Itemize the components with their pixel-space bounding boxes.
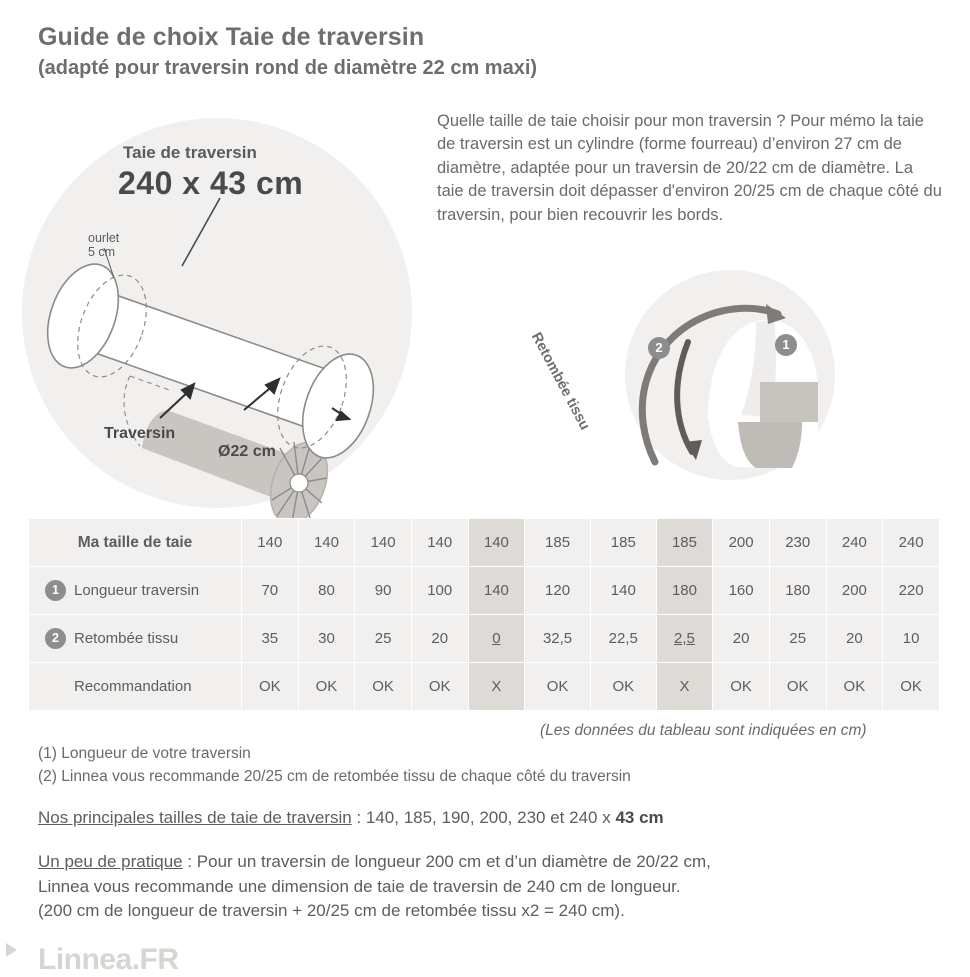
- page-header: [38, 22, 938, 81]
- table-cell: [656, 615, 713, 663]
- row-badge-2: 2: [45, 628, 66, 649]
- table-row: [29, 567, 940, 615]
- table-cell: 180: [656, 567, 713, 615]
- table-cell: 220: [883, 567, 940, 615]
- footnote-2: (2) Linnea vous recommande 20/25 cm de retombée tissu de chaque côté du traversin: [38, 768, 631, 786]
- page-subtitle: (adapté pour traversin rond de diamètre 22 cm maxi): [38, 57, 538, 80]
- table-cell: 140: [468, 519, 525, 567]
- table-cell: 140: [298, 519, 355, 567]
- sizes-table-wrapper: [28, 518, 940, 711]
- footnotes: [38, 742, 938, 789]
- page-title: Guide de choix Taie de traversin: [38, 23, 425, 51]
- principal-sizes-label: Nos principales tailles de taie de traversin: [38, 808, 352, 827]
- table-cell: 20: [411, 615, 468, 663]
- row-label: Longueur traversin: [74, 582, 200, 599]
- table-cell: OK: [590, 663, 656, 711]
- table-cell: 160: [713, 567, 770, 615]
- practical-label: Un peu de pratique: [38, 852, 183, 871]
- label-retombee-tissu-rotated: Retombée tissu: [527, 330, 593, 433]
- label-taie-de-traversin: Taie de traversin: [123, 143, 257, 162]
- principal-sizes-bold: 43 cm: [615, 808, 664, 827]
- table-cell: 90: [355, 567, 412, 615]
- table-cell: 140: [468, 567, 525, 615]
- table-cell: OK: [826, 663, 883, 711]
- table-cell: 180: [769, 567, 826, 615]
- brand-logo: Linnea.FR: [38, 943, 179, 976]
- sizes-table: [28, 518, 940, 711]
- table-cell: 32,5: [525, 615, 591, 663]
- table-cell: 80: [298, 567, 355, 615]
- table-cell: OK: [713, 663, 770, 711]
- intro-paragraph: Quelle taille de taie choisir pour mon traversin ? Pour mémo la taie de traversin est un cylindre (forme fourreau) d’environ 27 cm de diamètre, adaptée pour un traversin de 20/22 cm de diamètre. La taie de traversin doit dépasser d'environ 20/25 cm de chaque côté du traversin, pour bien recouvrir les bords.: [437, 112, 942, 224]
- table-cell: 25: [355, 615, 412, 663]
- table-cell: 240: [826, 519, 883, 567]
- table-row: [29, 663, 940, 711]
- table-cell: 140: [355, 519, 412, 567]
- table-cell: 30: [298, 615, 355, 663]
- table-cell: X: [656, 663, 713, 711]
- row-label: Recommandation: [74, 678, 192, 695]
- practical-line3: (200 cm de longueur de traversin + 20/25 cm de retombée tissu x2 = 240 cm).: [38, 901, 625, 921]
- table-cell: 240: [883, 519, 940, 567]
- table-row: [29, 519, 940, 567]
- play-arrow-icon: [6, 943, 17, 957]
- label-diameter: Ø22 cm: [218, 443, 276, 460]
- table-cell: 100: [411, 567, 468, 615]
- badge-1-illustration: 1: [775, 334, 797, 356]
- table-row-header: Ma taille de taie: [29, 519, 242, 567]
- practical-example: [38, 850, 938, 924]
- table-row-header: [29, 615, 242, 663]
- table-cell: OK: [298, 663, 355, 711]
- table-cell: [468, 615, 525, 663]
- table-cell: OK: [242, 663, 299, 711]
- principal-sizes-line: [38, 808, 938, 828]
- table-cell: OK: [525, 663, 591, 711]
- table-cell: X: [468, 663, 525, 711]
- table-row-header: [29, 567, 242, 615]
- label-dimensions: 240 x 43 cm: [118, 165, 304, 201]
- cell-value-underlined: 0: [492, 630, 501, 647]
- table-cell: 20: [826, 615, 883, 663]
- practical-line1: : Pour un traversin de longueur 200 cm et d’un diamètre de 20/22 cm,: [182, 852, 711, 871]
- table-note: (Les données du tableau sont indiquées en cm): [540, 722, 867, 739]
- table-cell: 22,5: [590, 615, 656, 663]
- table-cell: 140: [590, 567, 656, 615]
- table-cell: 200: [713, 519, 770, 567]
- table-row: [29, 615, 940, 663]
- cell-value-underlined: 2,5: [674, 630, 695, 647]
- table-cell: 25: [769, 615, 826, 663]
- badge-2-illustration: 2: [648, 337, 670, 359]
- label-traversin: Traversin: [104, 425, 176, 442]
- footnote-1: (1) Longueur de votre traversin: [38, 745, 251, 762]
- practical-line2: Linnea vous recommande une dimension de taie de traversin de 240 cm de longueur.: [38, 876, 681, 896]
- table-cell: 185: [525, 519, 591, 567]
- table-cell: 230: [769, 519, 826, 567]
- row-badge-1: 1: [45, 580, 66, 601]
- table-row-header: [29, 663, 242, 711]
- table-cell: OK: [883, 663, 940, 711]
- table-cell: 35: [242, 615, 299, 663]
- table-cell: 200: [826, 567, 883, 615]
- table-cell: OK: [355, 663, 412, 711]
- table-cell: 10: [883, 615, 940, 663]
- table-cell: 185: [590, 519, 656, 567]
- table-cell: 120: [525, 567, 591, 615]
- table-cell: 140: [411, 519, 468, 567]
- table-cell: 140: [242, 519, 299, 567]
- table-cell: 70: [242, 567, 299, 615]
- table-cell: 185: [656, 519, 713, 567]
- label-ourlet: ourlet 5 cm: [88, 231, 120, 260]
- principal-sizes-rest: : 140, 185, 190, 200, 230 et 240 x: [351, 808, 616, 827]
- table-cell: OK: [411, 663, 468, 711]
- table-cell: 20: [713, 615, 770, 663]
- row-label: Retombée tissu: [74, 630, 179, 647]
- table-cell: OK: [769, 663, 826, 711]
